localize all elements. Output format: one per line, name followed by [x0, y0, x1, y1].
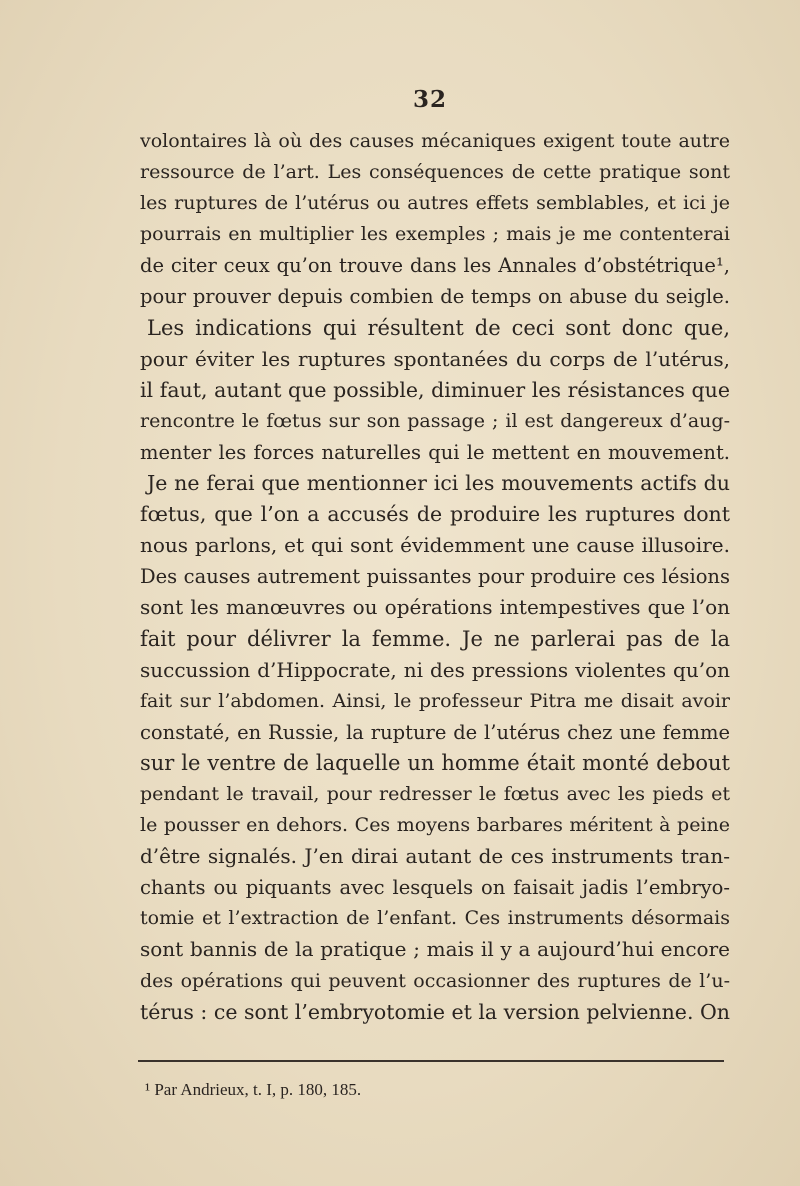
text-line: chants ou piquants avec lesquels on faisait jadis l’embryo-	[140, 876, 730, 900]
text-line: les ruptures de l’utérus ou autres effets semblables, et ici je	[140, 192, 730, 215]
text-line: térus : ce sont l’embryotomie et la version pelvienne. On	[140, 999, 730, 1024]
text-line: sont les manœuvres ou opérations intempestives que l’on	[140, 595, 730, 620]
footnote-divider	[138, 1060, 724, 1062]
text-line: des opérations qui peuvent occasionner des ruptures de l’u-	[140, 969, 730, 992]
text-line: fait pour délivrer la femme. Je ne parlerai pas de la	[140, 626, 730, 651]
text-line: Des causes autrement puissantes pour produire ces lésions	[140, 565, 730, 589]
text-line: il faut, autant que possible, diminuer les résistances que	[140, 377, 730, 402]
page-number: 32	[412, 86, 447, 113]
text-line: rencontre le fœtus sur son passage ; il est dangereux d’aug-	[140, 409, 730, 432]
footnote: ¹ Par Andrieux, t. I, p. 180, 185.	[145, 1080, 362, 1099]
text-line: le pousser en dehors. Ces moyens barbares méritent à peine	[140, 814, 730, 837]
text-line: volontaires là où des causes mécaniques exigent toute autre	[140, 130, 730, 152]
text-line: nous parlons, et qui sont évidemment une cause illusoire.	[140, 533, 730, 558]
text-line: pour éviter les ruptures spontanées du corps de l’utérus,	[140, 346, 730, 371]
text-line: fait sur l’abdomen. Ainsi, le professeur Pitra me disait avoir	[140, 689, 730, 712]
text-line: d’être signalés. J’en dirai autant de ces instruments tran-	[140, 844, 730, 869]
text-line: tomie et l’extraction de l’enfant. Ces instruments désormais	[140, 907, 730, 930]
text-line: succussion d’Hippocrate, ni des pressions violentes qu’on	[140, 657, 730, 682]
text-line: fœtus, que l’on a accusés de produire les ruptures dont	[140, 502, 730, 527]
text-line: pour prouver depuis combien de temps on abuse du seigle.	[140, 285, 730, 309]
text-line: sur le ventre de laquelle un homme était monté debout	[140, 750, 730, 775]
text-line: menter les forces naturelles qui le mettent en mouvement.	[140, 440, 730, 464]
text-line: pendant le travail, pour redresser le fœtus avec les pieds et	[140, 782, 730, 805]
text-line: constaté, en Russie, la rupture de l’utérus chez une femme	[140, 720, 730, 744]
text-line: ressource de l’art. Les conséquences de cette pratique sont	[140, 161, 730, 184]
text-line: sont bannis de la pratique ; mais il y a aujourd’hui encore	[140, 937, 730, 962]
text-line: de citer ceux qu’on trouve dans les Annales d’obstétrique¹,	[140, 254, 730, 278]
text-line: pourrais en multiplier les exemples ; mais je me contenterai	[140, 223, 730, 246]
text-line: Les indications qui résultent de ceci sont donc que,	[147, 315, 730, 340]
body-text	[140, 126, 730, 1028]
text-line: Je ne ferai que mentionner ici les mouvements actifs du	[147, 471, 730, 496]
